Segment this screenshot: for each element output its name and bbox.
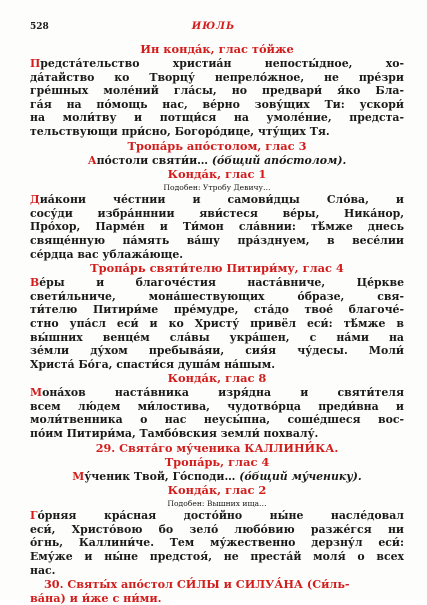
text-line: [30, 550, 404, 564]
text-line: [30, 276, 404, 290]
day-29-troparion-reference: (о́бщий му́ченику).: [239, 469, 362, 483]
day-29-kondak-text: [30, 509, 404, 577]
line-text: Про́хор, Парме́н и Ти́мон сла́внии: тѣ́мже днесь: [30, 220, 404, 234]
day-30-title-line-1: 30. Святы́х апо́стол СИ́ЛЫ и СИЛУА́НА (Си́ль-: [44, 577, 350, 592]
line-text: тельствующи при́сно, Богоро́дице, чту́щих Тя.: [30, 124, 330, 138]
line-text: сосу́ди избра́нннии яви́стеся ве́ры, Ника́нор,: [30, 206, 404, 220]
drop-initial: В: [30, 276, 40, 290]
text-line: [30, 71, 404, 85]
line-text: моли́твенника о нас неусы́пна, соше́дшеся вос-: [30, 413, 404, 427]
heading-day-29-troparion: Тропа́рь, глас 4: [164, 454, 270, 469]
line-text: свети́льниче, мона́шествующих о́бразе, свя-: [30, 289, 404, 303]
troparion-apostles-incipit: по́столи святи́и…: [96, 153, 209, 167]
line-text: стно упа́сл еси́ и ко Христу́ привёл еси́: тѣ́мже в: [30, 316, 404, 330]
line-text: Христа́ Бо́га, спасти́ся душа́м на́шым.: [30, 357, 275, 371]
line-text: ти́телю Питири́ме пре́мудре, ста́до твое́ благоче́-: [30, 303, 404, 317]
text-line: [30, 400, 404, 414]
troparion-apostles-text: [30, 154, 404, 168]
heading-kondak-1: Ин конда́к, глас то́йже: [140, 42, 294, 56]
day-30-title: [30, 577, 404, 605]
text-line: [30, 125, 404, 139]
line-text: по́им Питири́ма, Тамбо́вския земли́ похвалу́.: [30, 427, 319, 441]
text-line: [30, 98, 404, 112]
podoben-day-29: Подобен: Вышних ища…: [167, 499, 267, 509]
page-number: 528: [30, 22, 49, 32]
podoben-kondak-2: Подобен: Утробу Девичу…: [163, 183, 271, 193]
line-text: о́рняя кра́сная досто́йно ны́не насле́довал: [37, 509, 404, 523]
text-line: [30, 331, 404, 345]
text-line: [30, 413, 404, 427]
text-line: [30, 509, 404, 523]
line-text: свяще́нную па́мять ва́шу пра́зднуем, в весе́лии: [30, 233, 404, 247]
text-line: [30, 386, 404, 400]
text-line: [30, 111, 404, 125]
text-line: [30, 303, 404, 317]
kondak-3-text: [30, 386, 404, 440]
text-line: [30, 344, 404, 358]
line-text: она́хов наста́вника изря́дна и святи́теля: [42, 386, 404, 400]
text-line: [30, 427, 404, 441]
line-text: гре́шных моле́ний гла́сы, но предвари́ я́ко Бла-: [30, 84, 404, 98]
line-text: на моли́тву и потщи́ся на умоле́ние, предста-: [30, 111, 404, 125]
text-line: [30, 523, 404, 537]
drop-initial: Г: [30, 509, 38, 523]
line-text: еси́, Христо́вою бо зело́ любо́вию разже́гся ни: [30, 522, 404, 536]
kondak-2-text: [30, 193, 404, 261]
page-content: [30, 42, 404, 605]
drop-initial: А: [87, 153, 97, 167]
drop-initial: П: [30, 57, 41, 70]
line-text: о́гнь, Каллини́че. Тем му́жественно дерзну́л еси́:: [30, 536, 404, 550]
text-line: [30, 317, 404, 331]
text-line: [30, 220, 404, 234]
text-line: [30, 207, 404, 221]
line-text: вы́шних венце́м сла́вы укра́шен, с на́ми на: [30, 330, 404, 344]
heading-troparion-pitirim: Тропа́рь святи́телю Питири́му, глас 4: [90, 261, 344, 276]
text-line: [30, 358, 404, 372]
line-text: всем лю́дем ми́лостива, чудотво́рца преди́вна и: [30, 399, 404, 413]
line-text: иа́кони че́стнии и самови́дцы Сло́ва, и: [39, 193, 404, 207]
line-text: е́ры и благоче́стия наста́вниче, Це́ркве: [39, 276, 404, 290]
day-29-title: 29. Свята́го му́ченика КАЛЛИНИ́КА.: [95, 440, 339, 455]
text-line: [30, 234, 404, 248]
text-line: [30, 193, 404, 207]
heading-kondak-3: Конда́к, глас 8: [167, 371, 267, 386]
day-29-troparion-text: [30, 470, 404, 484]
text-line: [30, 290, 404, 304]
heading-troparion-apostles: Тропа́рь апо́столом, глас 3: [127, 138, 307, 153]
running-title: ИЮЛЬ: [191, 21, 236, 32]
day-29-troparion-incipit: у́ченик Твой, Го́споди…: [84, 469, 236, 483]
troparion-pitirim-text: [30, 276, 404, 371]
drop-initial: М: [72, 469, 85, 483]
line-text: Ему́же и ны́не предстоя́, не преста́й моля́ о всех: [30, 550, 404, 564]
text-line: [30, 248, 404, 262]
drop-initial: Д: [30, 193, 40, 207]
text-line: [30, 564, 404, 578]
line-text: зе́мли ду́хом пребыва́яи, сия́я чу́десы. Моли́: [30, 344, 404, 358]
line-text: се́рдца вас ублажа́юще.: [30, 247, 184, 261]
troparion-apostles-reference: (о́бщий апо́столом).: [211, 153, 347, 167]
line-text: да́тайство ко Творцу́ непрело́жное, не пре́зри: [30, 70, 404, 84]
line-text: нас.: [30, 563, 56, 577]
text-line: [30, 57, 404, 71]
heading-kondak-2: Конда́к, глас 1: [167, 167, 267, 182]
line-text: га́я на по́мощь нас, ве́рно зову́щих Ти: ускори́: [30, 97, 404, 111]
kondak-1-text: [30, 57, 404, 139]
text-line: [30, 536, 404, 550]
heading-day-29-kondak: Конда́к, глас 2: [167, 483, 267, 498]
line-text: редста́тельство христиа́н непосты́дное, хо-: [40, 57, 404, 70]
text-line: [30, 84, 404, 98]
day-30-title-line-2: ва́на) и и́же с ни́ми.: [30, 591, 162, 605]
drop-initial: М: [30, 386, 43, 400]
